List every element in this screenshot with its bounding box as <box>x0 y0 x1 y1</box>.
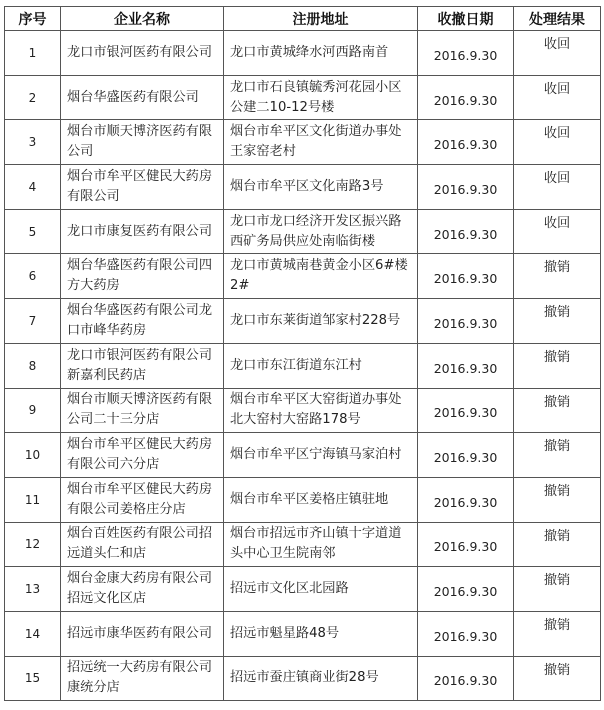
cell-result: 撤销 <box>514 343 601 388</box>
cell-result: 撤销 <box>514 567 601 612</box>
header-result: 处理结果 <box>514 7 601 31</box>
table-row <box>5 522 601 567</box>
cell-no: 8 <box>5 343 61 388</box>
cell-no: 14 <box>5 611 61 656</box>
cell-registered-address: 龙口市黄城绛水河西路南首 <box>224 31 418 76</box>
cell-company-name: 烟台市顺天博济医药有限公司二十三分店 <box>61 388 224 433</box>
cell-no: 12 <box>5 522 61 567</box>
header-company-name: 企业名称 <box>61 7 224 31</box>
cell-date: 2016.9.30 <box>418 165 514 210</box>
cell-registered-address: 烟台市牟平区姜格庄镇驻地 <box>224 477 418 522</box>
cell-no: 5 <box>5 209 61 254</box>
cell-result: 收回 <box>514 209 601 254</box>
cell-date: 2016.9.30 <box>418 299 514 344</box>
cell-no: 6 <box>5 254 61 299</box>
cell-no: 4 <box>5 165 61 210</box>
cell-company-name: 烟台华盛医药有限公司龙口市峰华药房 <box>61 299 224 344</box>
cell-registered-address: 烟台市牟平区大窑街道办事处北大窑村大窑路178号 <box>224 388 418 433</box>
table-row <box>5 611 601 656</box>
cell-registered-address: 龙口市黄城南巷黄金小区6#楼2# <box>224 254 418 299</box>
cell-result: 撤销 <box>514 656 601 701</box>
cell-company-name: 龙口市康复医药有限公司 <box>61 209 224 254</box>
cell-date: 2016.9.30 <box>418 388 514 433</box>
cell-company-name: 龙口市银河医药有限公司新嘉利民药店 <box>61 343 224 388</box>
cell-date: 2016.9.30 <box>418 433 514 478</box>
cell-date: 2016.9.30 <box>418 209 514 254</box>
cell-no: 9 <box>5 388 61 433</box>
cell-result: 撤销 <box>514 522 601 567</box>
cell-date: 2016.9.30 <box>418 31 514 76</box>
table-row <box>5 477 601 522</box>
cell-company-name: 烟台百姓医药有限公司招远道头仁和店 <box>61 522 224 567</box>
table-row <box>5 567 601 612</box>
cell-company-name: 招远市康华医药有限公司 <box>61 611 224 656</box>
table-row <box>5 656 601 701</box>
cell-no: 15 <box>5 656 61 701</box>
cell-registered-address: 招远市蚕庄镇商业街28号 <box>224 656 418 701</box>
cell-registered-address: 烟台市招远市齐山镇十字道道头中心卫生院南邻 <box>224 522 418 567</box>
table-row <box>5 343 601 388</box>
cell-company-name: 烟台金康大药房有限公司招远文化区店 <box>61 567 224 612</box>
cell-result: 撤销 <box>514 433 601 478</box>
cell-registered-address: 龙口市龙口经济开发区振兴路西矿务局供应处南临街楼 <box>224 209 418 254</box>
cell-result: 收回 <box>514 31 601 76</box>
cell-date: 2016.9.30 <box>418 567 514 612</box>
cell-company-name: 龙口市银河医药有限公司 <box>61 31 224 76</box>
table-row <box>5 31 601 76</box>
cell-no: 11 <box>5 477 61 522</box>
revocation-table <box>4 6 601 701</box>
cell-company-name: 烟台市牟平区健民大药房有限公司六分店 <box>61 433 224 478</box>
table-row <box>5 388 601 433</box>
cell-no: 1 <box>5 31 61 76</box>
cell-result: 撤销 <box>514 388 601 433</box>
cell-result: 撤销 <box>514 254 601 299</box>
table-header-row <box>5 7 601 31</box>
cell-registered-address: 招远市文化区北园路 <box>224 567 418 612</box>
cell-result: 撤销 <box>514 477 601 522</box>
table-row <box>5 433 601 478</box>
cell-date: 2016.9.30 <box>418 522 514 567</box>
table-row <box>5 254 601 299</box>
cell-company-name: 烟台华盛医药有限公司 <box>61 75 224 120</box>
header-registered-address: 注册地址 <box>224 7 418 31</box>
header-no: 序号 <box>5 7 61 31</box>
cell-result: 撤销 <box>514 299 601 344</box>
cell-registered-address: 烟台市牟平区文化南路3号 <box>224 165 418 210</box>
cell-no: 2 <box>5 75 61 120</box>
table-row <box>5 299 601 344</box>
cell-date: 2016.9.30 <box>418 477 514 522</box>
table-body <box>5 31 601 701</box>
cell-date: 2016.9.30 <box>418 611 514 656</box>
cell-date: 2016.9.30 <box>418 343 514 388</box>
cell-result: 收回 <box>514 75 601 120</box>
cell-no: 13 <box>5 567 61 612</box>
cell-registered-address: 烟台市牟平区宁海镇马家泊村 <box>224 433 418 478</box>
cell-registered-address: 烟台市牟平区文化街道办事处王家窑老村 <box>224 120 418 165</box>
cell-no: 3 <box>5 120 61 165</box>
table-row <box>5 209 601 254</box>
cell-date: 2016.9.30 <box>418 75 514 120</box>
cell-result: 收回 <box>514 120 601 165</box>
cell-date: 2016.9.30 <box>418 254 514 299</box>
cell-no: 7 <box>5 299 61 344</box>
cell-date: 2016.9.30 <box>418 120 514 165</box>
cell-result: 撤销 <box>514 611 601 656</box>
cell-registered-address: 龙口市东莱街道邹家村228号 <box>224 299 418 344</box>
cell-company-name: 烟台华盛医药有限公司四方大药房 <box>61 254 224 299</box>
table-row <box>5 120 601 165</box>
cell-registered-address: 龙口市石良镇毓秀河花园小区公建二10-12号楼 <box>224 75 418 120</box>
cell-company-name: 烟台市顺天博济医药有限公司 <box>61 120 224 165</box>
table-row <box>5 75 601 120</box>
header-date: 收撤日期 <box>418 7 514 31</box>
cell-company-name: 烟台市牟平区健民大药房有限公司 <box>61 165 224 210</box>
cell-company-name: 烟台市牟平区健民大药房有限公司姜格庄分店 <box>61 477 224 522</box>
table-row <box>5 165 601 210</box>
cell-registered-address: 龙口市东江街道东江村 <box>224 343 418 388</box>
cell-registered-address: 招远市魁星路48号 <box>224 611 418 656</box>
cell-no: 10 <box>5 433 61 478</box>
cell-company-name: 招远统一大药房有限公司康统分店 <box>61 656 224 701</box>
cell-result: 收回 <box>514 165 601 210</box>
cell-date: 2016.9.30 <box>418 656 514 701</box>
